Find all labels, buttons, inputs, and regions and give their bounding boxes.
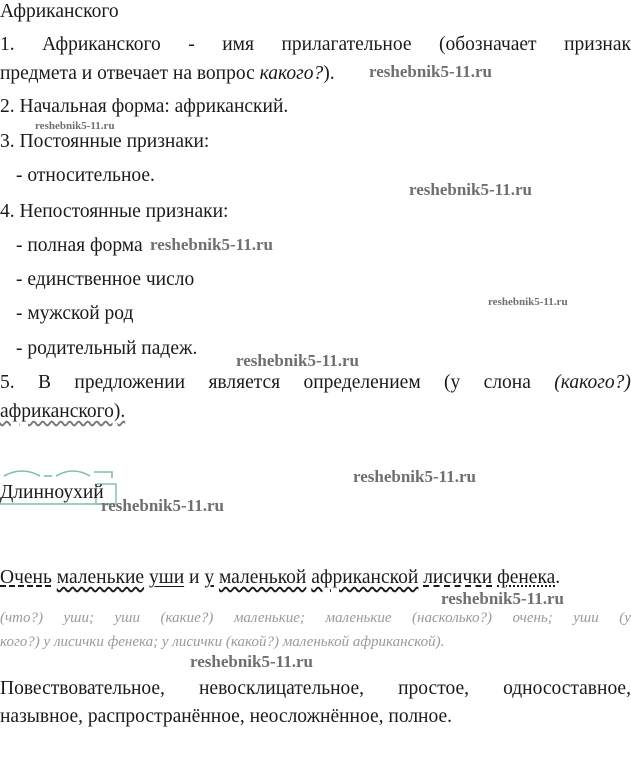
watermark: reshebnik5-11.ru bbox=[190, 652, 313, 671]
sentence-word: фенека bbox=[497, 567, 556, 588]
analysis-word: маленькие; bbox=[233, 610, 305, 626]
watermark: reshebnik5-11.ru bbox=[35, 120, 115, 132]
analysis-word: (у bbox=[619, 610, 631, 626]
item-5-line-1 bbox=[0, 371, 631, 395]
item-5-word: (у bbox=[444, 372, 461, 393]
item-3: 3. Постоянные признаки: bbox=[0, 131, 210, 152]
item-4-a: - полная форма bbox=[16, 235, 143, 256]
summary-word: невосклицательное, bbox=[199, 678, 365, 699]
summary-line-2: назывное, распространённое, неосложнённое, полное. bbox=[0, 706, 453, 727]
watermark: reshebnik5-11.ru bbox=[101, 496, 224, 515]
item-5-word: В bbox=[38, 372, 52, 393]
item-5-word: предложении bbox=[74, 372, 186, 393]
item-5-line-2 bbox=[0, 400, 125, 424]
watermark: reshebnik5-11.ru bbox=[369, 62, 492, 81]
item-4-b: - единственное число bbox=[16, 269, 195, 290]
item-5-underlined: африканского). bbox=[0, 401, 126, 422]
item-1-line-2 bbox=[0, 62, 335, 86]
item-5-question: (какого?) bbox=[554, 372, 631, 393]
item-1-word: признак bbox=[564, 34, 631, 55]
analysis-word: уши bbox=[114, 610, 140, 626]
item-3-a: - относительное. bbox=[16, 165, 155, 186]
watermark: reshebnik5-11.ru bbox=[150, 235, 273, 254]
item-4: 4. Непостоянные признаки: bbox=[0, 201, 229, 222]
item-5-word: слона bbox=[483, 372, 531, 393]
item-1-word: прилагательное bbox=[281, 34, 412, 55]
sentence-word: уши bbox=[148, 567, 185, 588]
item-1-word: - bbox=[188, 34, 195, 55]
analysis-line-1 bbox=[0, 608, 631, 628]
analysis-word: маленькие bbox=[325, 610, 392, 626]
item-5-word: определением bbox=[303, 372, 421, 393]
sentence-word: у bbox=[204, 567, 215, 588]
item-4-d: - родительный падеж. bbox=[16, 338, 198, 359]
sentence-word: и bbox=[189, 567, 200, 588]
item-1-text: предмета и отвечает на вопрос bbox=[0, 63, 260, 84]
sentence-word: маленькой bbox=[218, 567, 307, 588]
item-1-word: (обозначает bbox=[439, 34, 537, 55]
item-5-word: 5. bbox=[0, 372, 15, 393]
analysis-word: (что?) bbox=[0, 610, 43, 626]
item-1-line-1 bbox=[0, 33, 631, 57]
summary-word: односоставное, bbox=[503, 678, 631, 699]
analysis-word: очень; bbox=[512, 610, 553, 626]
watermark: reshebnik5-11.ru bbox=[353, 467, 476, 486]
watermark: reshebnik5-11.ru bbox=[441, 589, 564, 608]
item-1-end: ). bbox=[323, 63, 335, 84]
analysis-word: уши bbox=[573, 610, 599, 626]
item-4-c: - мужской род bbox=[16, 303, 134, 324]
sentence-word: Очень bbox=[0, 567, 52, 588]
watermark: reshebnik5-11.ru bbox=[409, 180, 532, 199]
sentence bbox=[0, 566, 560, 590]
word-title: Африканского bbox=[0, 1, 119, 22]
sentence-word: лисички bbox=[423, 567, 493, 588]
sentence-word: африканской bbox=[311, 567, 419, 588]
item-1-word: 1. bbox=[0, 34, 15, 55]
item-5-word: является bbox=[208, 372, 281, 393]
item-1-word: Африканского bbox=[42, 34, 161, 55]
summary-word: Повествовательное, bbox=[0, 678, 165, 699]
sentence-word: маленькие bbox=[56, 567, 145, 588]
question-word: какого? bbox=[259, 63, 324, 84]
analysis-line-2: кого?) у лисички фенека; у лисички (какой?) маленькой африканской). bbox=[0, 634, 445, 650]
summary-line-1 bbox=[0, 677, 631, 701]
watermark: reshebnik5-11.ru bbox=[488, 296, 568, 308]
analysis-word: уши; bbox=[63, 610, 94, 626]
summary-word: простое, bbox=[398, 678, 469, 699]
compound-word: Длинноухий bbox=[0, 482, 104, 503]
item-1-word: имя bbox=[222, 34, 254, 55]
analysis-word: (какие?) bbox=[160, 610, 214, 626]
analysis-word: (насколько?) bbox=[412, 610, 493, 626]
sentence-end: . bbox=[555, 567, 561, 588]
watermark: reshebnik5-11.ru bbox=[236, 351, 359, 370]
item-2: 2. Начальная форма: африканский. bbox=[0, 96, 289, 117]
